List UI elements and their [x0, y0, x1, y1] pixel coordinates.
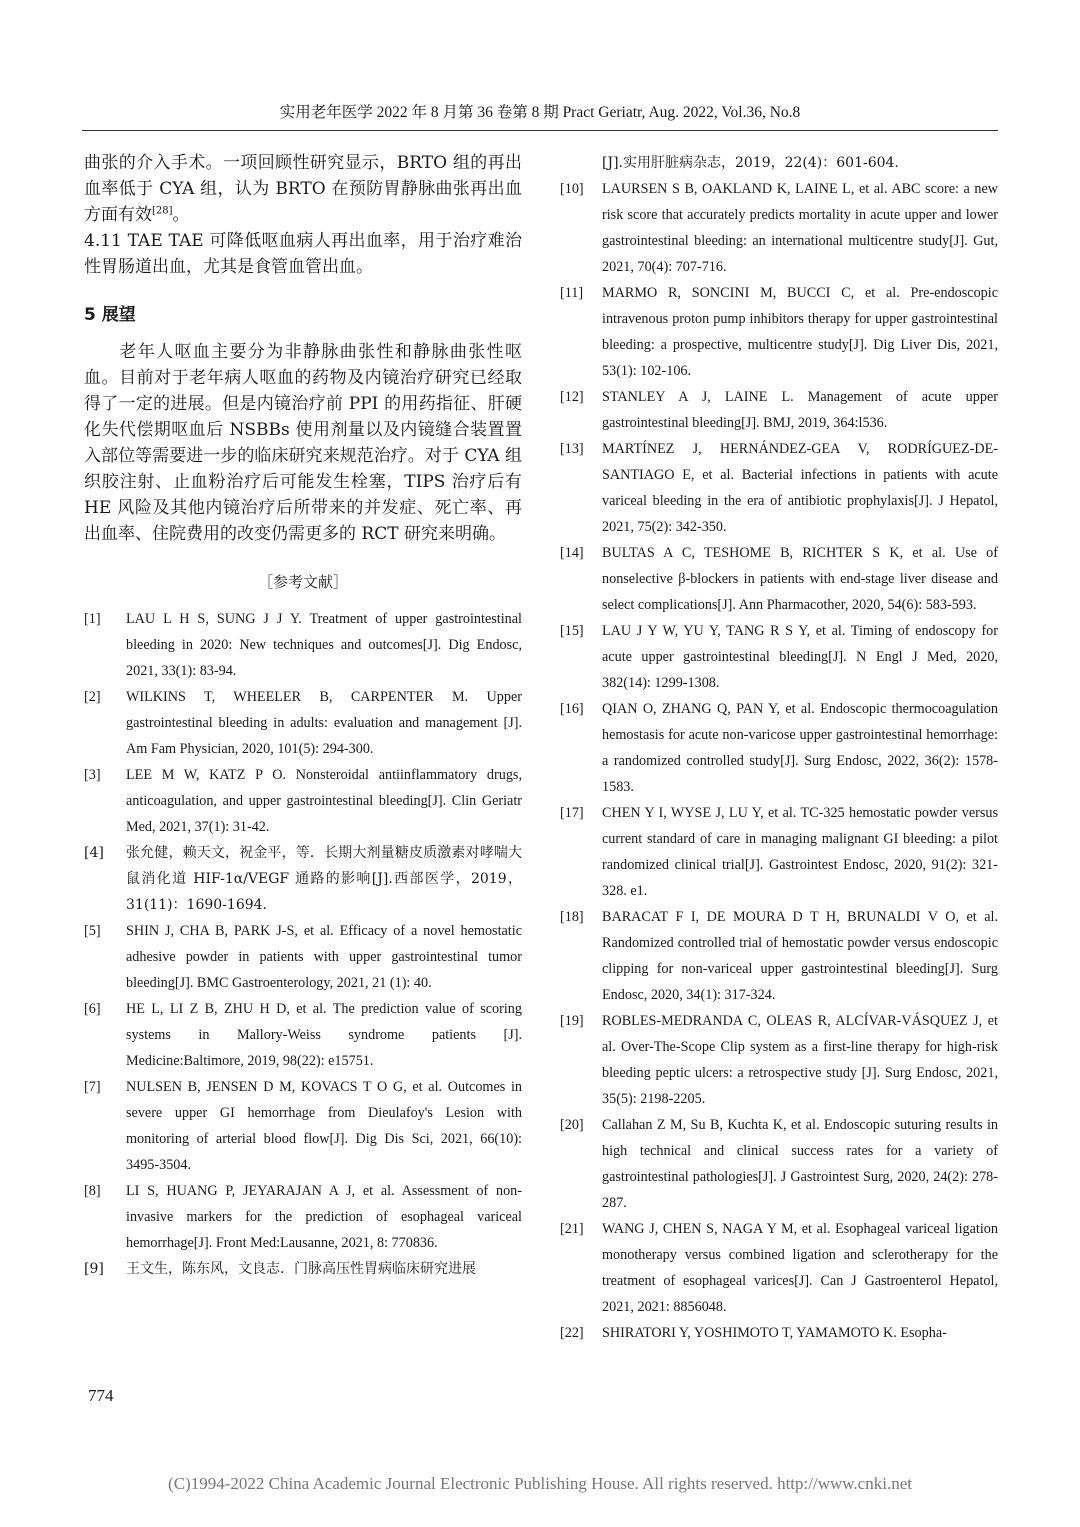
- reference-number: [12]: [560, 389, 584, 405]
- reference-text: NULSEN B, JENSEN D M, KOVACS T O G, et al. Outcomes in severe upper GI hemorrhage from Dieulafoy's Lesion with monitoring of arterial blood flow[J]. Dig Dis Sci, 2021, 66(10): 3495-3504.: [126, 1079, 522, 1173]
- reference-item: [560, 384, 998, 436]
- reference-text: QIAN O, ZHANG Q, PAN Y, et al. Endoscopic thermocoagulation hemostasis for acute non-varicose upper gastrointestinal hemorrhage: a randomized controlled study[J]. Surg Endosc, 2022, 36(2): 1578-1583.: [602, 701, 998, 795]
- reference-text: MARTÍNEZ J, HERNÁNDEZ-GEA V, RODRÍGUEZ-DE-SANTIAGO E, et al. Bacterial infections in patients with acute variceal bleeding in the era of antibiotic prophylaxis[J]. J Hepatol, 2021, 75(2): 342-350.: [602, 441, 998, 535]
- paragraph-outlook-text: 老年人呕血主要分为非静脉曲张性和静脉曲张性呕血。目前对于老年病人呕血的药物及内镜治疗研究已经取得了一定的进展。但是内镜治疗前 PPI 的用药指征、肝硬化失代偿期呕血后 NSBBs 使用剂量以及内镜缝合装置置入部位等需要进一步的临床研究来规范治疗。对于 CYA 组织胶注射、止血粉治疗后可能发生栓塞，TIPS 治疗后有 HE 风险及其他内镜治疗后所带来的并发症、死亡率、再出血率、住院费用的改变仍需更多的 RCT 研究来明确。: [84, 342, 522, 544]
- reference-number: [13]: [560, 441, 584, 457]
- reference-number: [17]: [560, 805, 584, 821]
- reference-text: CHEN Y I, WYSE J, LU Y, et al. TC-325 hemostatic powder versus current standard of care in managing malignant GI bleeding: a pilot randomized clinical trial[J]. Gastrointest Endosc, 2020, 91(2): 321-328. e1.: [602, 805, 998, 899]
- reference-list-left: [84, 606, 522, 1282]
- reference-item: [560, 176, 998, 280]
- reference-number: [4]: [84, 845, 104, 861]
- paragraph-outlook: [84, 339, 522, 547]
- reference-item: [84, 918, 522, 996]
- reference-text: BARACAT F I, DE MOURA D T H, BRUNALDI V O, et al. Randomized controlled trial of hemostatic powder versus endoscopic clipping for non-variceal upper gastrointestinal bleeding[J]. Surg Endosc, 2020, 34(1): 317-324.: [602, 909, 998, 1003]
- reference-text: MARMO R, SONCINI M, BUCCI C, et al. Pre-endoscopic intravenous proton pump inhibitors therapy for upper gastrointestinal bleeding: a prospective, multicentre study[J]. Dig Liver Dis, 2021, 53(1): 102-106.: [602, 285, 998, 379]
- reference-text: STANLEY A J, LAINE L. Management of acute upper gastrointestinal bleeding[J]. BMJ, 2019, 364:l536.: [602, 389, 998, 431]
- paragraph-brto-end: 。: [172, 205, 190, 225]
- reference-item: [560, 1112, 998, 1216]
- reference-text: LAURSEN S B, OAKLAND K, LAINE L, et al. ABC score: a new risk score that accurately predicts mortality in acute upper and lower gastrointestinal bleeding: an international multicentre study[J]. Gut, 2021, 70(4): 707-716.: [602, 181, 998, 275]
- reference-text: LAU J Y W, YU Y, TANG R S Y, et al. Timing of endoscopy for acute upper gastrointestinal bleeding[J]. N Engl J Med, 2020, 382(14): 1299-1308.: [602, 623, 998, 691]
- running-head: 实用老年医学 2022 年 8 月第 36 卷第 8 期 Pract Geriatr, Aug. 2022, Vol.36, No.8: [82, 96, 998, 131]
- reference-text: HE L, LI Z B, ZHU H D, et al. The prediction value of scoring systems in Mallory-Weiss syndrome patients [J]. Medicine:Baltimore, 2019, 98(22): e15751.: [126, 1001, 522, 1069]
- reference-text: WILKINS T, WHEELER B, CARPENTER M. Upper gastrointestinal bleeding in adults: evaluation and management [J]. Am Fam Physician, 2020, 101(5): 294-300.: [126, 689, 522, 757]
- reference-text: ROBLES-MEDRANDA C, OLEAS R, ALCÍVAR-VÁSQUEZ J, et al. Over-The-Scope Clip system as a first-line therapy for high-risk bleeding peptic ulcers: a retrospective study [J]. Surg Endosc, 2021, 35(5): 2198-2205.: [602, 1013, 998, 1107]
- reference-number: [14]: [560, 545, 584, 561]
- reference-item: [560, 1008, 998, 1112]
- reference-item: [84, 1256, 522, 1282]
- reference-number: [10]: [560, 181, 584, 197]
- reference-item: [560, 436, 998, 540]
- reference-text: LEE M W, KATZ P O. Nonsteroidal antiinflammatory drugs, anticoagulation, and upper gastrointestinal bleeding[J]. Clin Geriatr Med, 2021, 37(1): 31-42.: [126, 767, 522, 835]
- reference-item: [84, 840, 522, 918]
- reference-text: WANG J, CHEN S, NAGA Y M, et al. Esophageal variceal ligation monotherapy versus combined ligation and sclerotherapy for the treatment of esophageal varices[J]. Can J Gastroenterol Hepatol, 2021, 2021: 8856048.: [602, 1221, 998, 1315]
- reference-text: LI S, HUANG P, JEYARAJAN A J, et al. Assessment of non-invasive markers for the prediction of esophageal variceal hemorrhage[J]. Front Med:Lausanne, 2021, 8: 770836.: [126, 1183, 522, 1251]
- reference-number: [18]: [560, 909, 584, 925]
- reference-item: [560, 800, 998, 904]
- reference-text: 王文生，陈东风，文良志．门脉高压性胃病临床研究进展: [126, 1261, 476, 1277]
- citation-28[interactable]: [28]: [152, 205, 173, 217]
- reference-number: [15]: [560, 623, 584, 639]
- right-column: [560, 150, 998, 1346]
- reference-number: [8]: [84, 1183, 101, 1199]
- reference-item: [84, 606, 522, 684]
- reference-item: [84, 684, 522, 762]
- reference-list-right: [560, 150, 998, 1346]
- reference-text: SHIN J, CHA B, PARK J-S, et al. Efficacy of a novel hemostatic adhesive powder in patients with upper gastrointestinal tumor bleeding[J]. BMC Gastroenterology, 2021, 21 (1): 40.: [126, 923, 522, 991]
- reference-text: BULTAS A C, TESHOME B, RICHTER S K, et al. Use of nonselective β-blockers in patients with end-stage liver disease and select complications[J]. Ann Pharmacother, 2020, 54(6): 583-593.: [602, 545, 998, 613]
- reference-number: [22]: [560, 1325, 584, 1341]
- references-title: ［参考文献］: [257, 573, 348, 591]
- reference-number: [6]: [84, 1001, 101, 1017]
- reference-number: [19]: [560, 1013, 584, 1029]
- reference-number: [2]: [84, 689, 101, 705]
- reference-item: [560, 696, 998, 800]
- left-column: [84, 150, 522, 1282]
- reference-item: [560, 1216, 998, 1320]
- page-number: 774: [88, 1386, 114, 1405]
- reference-item: [84, 1074, 522, 1178]
- copyright-footer: (C)1994-2022 China Academic Journal Electronic Publishing House. All rights reserved. http://www.cnki.net: [168, 1474, 912, 1493]
- reference-number: [1]: [84, 611, 101, 627]
- section-title-outlook: 5 展望: [84, 305, 136, 325]
- reference-number: [11]: [560, 285, 584, 301]
- paragraph-brto-text: 曲张的介入手术。一项回顾性研究显示，BRTO 组的再出血率低于 CYA 组，认为 BRTO 在预防胃静脉曲张再出血方面有效: [84, 153, 522, 225]
- reference-item: [560, 540, 998, 618]
- reference-text: LAU L H S, SUNG J J Y. Treatment of upper gastrointestinal bleeding in 2020: New techniques and outcomes[J]. Dig Endosc, 2021, 33(1): 83-94.: [126, 611, 522, 679]
- reference-item: [560, 150, 998, 176]
- reference-number: [9]: [84, 1261, 104, 1277]
- reference-number: [7]: [84, 1079, 101, 1095]
- reference-item: [560, 1320, 998, 1346]
- reference-text: SHIRATORI Y, YOSHIMOTO T, YAMAMOTO K. Esopha-: [602, 1325, 947, 1341]
- reference-item: [84, 762, 522, 840]
- reference-text: [J].实用肝脏病杂志，2019，22(4)：601-604.: [602, 155, 899, 171]
- paragraph-brto: [84, 150, 522, 228]
- reference-number: [20]: [560, 1117, 584, 1133]
- reference-number: [16]: [560, 701, 584, 717]
- reference-number: [21]: [560, 1221, 584, 1237]
- reference-item: [560, 280, 998, 384]
- reference-item: [84, 1178, 522, 1256]
- paragraph-tae: 4.11 TAE TAE 可降低呕血病人再出血率，用于治疗难治性胃肠道出血，尤其是食管血管出血。: [84, 231, 522, 277]
- reference-item: [84, 996, 522, 1074]
- reference-text: 张允健，赖天文，祝金平，等．长期大剂量糖皮质激素对哮喘大鼠消化道 HIF-1α/VEGF 通路的影响[J].西部医学，2019，31(11)：1690-1694.: [126, 845, 522, 913]
- reference-item: [560, 618, 998, 696]
- reference-number: [3]: [84, 767, 101, 783]
- reference-text: Callahan Z M, Su B, Kuchta K, et al. Endoscopic suturing results in high technical and clinical success rates for a variety of gastrointestinal pathologies[J]. J Gastrointest Surg, 2020, 24(2): 278-287.: [602, 1117, 998, 1211]
- reference-number: [5]: [84, 923, 101, 939]
- reference-item: [560, 904, 998, 1008]
